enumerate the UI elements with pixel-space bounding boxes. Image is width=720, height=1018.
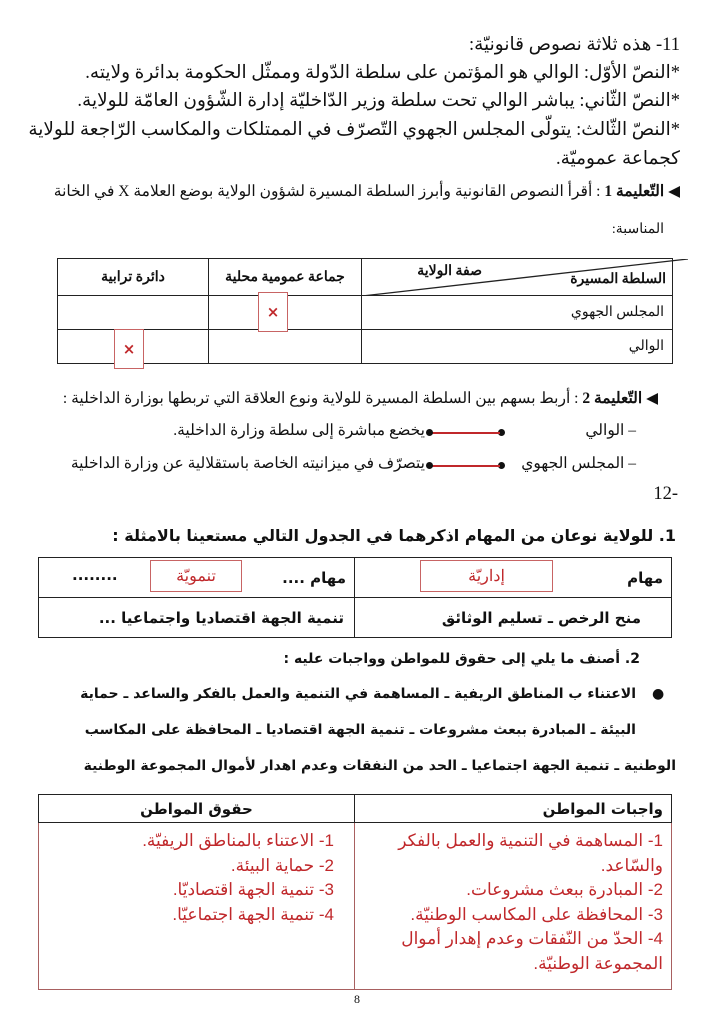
- right-item: 1- الاعتناء بالمناطق الريفيّة.: [142, 831, 334, 850]
- bullet-line-1: الاعتناء ب المناطق الريفية ـ المساهمة في التنمية والعمل بالفكر والساعد ـ حماية: [80, 686, 636, 702]
- bullet-icon: ●: [652, 686, 665, 702]
- row-label: المجلس الجهوي: [362, 296, 673, 330]
- q11-text-2: *النصّ الثّاني: يباشر الوالي تحت سلطة وزير الدّاخليّة إدارة الشّؤون العامّة للولاية.: [77, 91, 680, 111]
- duties-header: واجبات المواطن: [355, 795, 672, 823]
- rights-duties-table: [38, 794, 672, 990]
- link-left-1: – الوالي: [585, 422, 636, 439]
- col-header-local-authority: جماعة عمومية محلية: [209, 259, 362, 296]
- tasks-left-label: مهام ....: [282, 568, 346, 587]
- tasks-left-dots: ........: [72, 566, 118, 584]
- tasks-right-example: منح الرخص ـ تسليم الوثائق: [355, 598, 672, 638]
- bullet-line-3: الوطنية ـ تنمية الجهة اجتماعيا ـ الحد من النفقات وعدم اهدار لأموال المجموعة الوطنية: [83, 758, 676, 774]
- duty-item: 1- المساهمة في التنمية والعمل بالفكر والسّاعد.: [398, 831, 663, 875]
- link-dot[interactable]: [426, 429, 433, 436]
- link-right-1: يخضع مباشرة إلى سلطة وزارة الداخلية.: [173, 422, 425, 439]
- corner-label-authority: السلطة المسيرة: [570, 272, 666, 287]
- instruction-1-label: التّعليمة 1: [604, 183, 665, 200]
- link-arrow: [430, 465, 500, 467]
- right-item: 3- تنمية الجهة اقتصاديّا.: [172, 880, 334, 899]
- instruction-2: [63, 389, 658, 408]
- q11-text-1: *النصّ الأوّل: الوالي هو المؤتمن على سلطة الدّولة وممثّل الحكومة بدائرة ولايته.: [85, 63, 680, 83]
- link-left-2: – المجلس الجهوي: [521, 455, 636, 472]
- tasks-left-example: تنمية الجهة اقتصاديا واجتماعيا ...: [39, 598, 355, 638]
- instruction-1: [54, 182, 680, 201]
- instruction-2-label: التّعليمة 2: [582, 390, 643, 407]
- table-row: [58, 296, 673, 330]
- instruction-1-cont: المناسبة:: [611, 222, 664, 237]
- x-mark: ×: [114, 329, 144, 369]
- q12-part1: 1. للولاية نوعان من المهام اذكرهما في الجدول التالي مستعينا بالامثلة :: [112, 526, 676, 545]
- link-dot[interactable]: [426, 462, 433, 469]
- authority-table: [57, 258, 673, 364]
- duty-item: 2- المبادرة ببعث مشروعات.: [466, 880, 663, 899]
- link-arrow: [430, 432, 500, 434]
- instruction-2-text: : أربط بسهم بين السلطة المسيرة للولاية ونوع العلاقة التي تربطها بوزارة الداخلية :: [62, 390, 579, 407]
- q12-part2: 2. أصنف ما يلي إلى حقوق للمواطن وواجبات عليه :: [283, 651, 640, 667]
- right-item: 2- حماية البيئة.: [230, 855, 334, 875]
- triangle-pointer-icon: ◀: [642, 390, 658, 407]
- answer-box-developmental: تنمويّة: [150, 560, 242, 592]
- row-label: الوالي: [362, 330, 673, 364]
- answer-box-administrative: إداريّة: [420, 560, 553, 592]
- q11-text-4: كجماعة عموميّة.: [556, 149, 680, 169]
- answer-cell[interactable]: [209, 330, 362, 364]
- corner-cell: [362, 259, 673, 296]
- corner-label-status: صفة الولاية: [417, 264, 482, 279]
- duty-item: 4- الحدّ من النّفقات وعدم إهدار أموال المجموعة الوطنيّة.: [401, 929, 663, 973]
- table-row: [58, 330, 673, 364]
- triangle-pointer-icon: ◀: [664, 183, 680, 200]
- rights-header: حقوق المواطن: [39, 795, 355, 823]
- answer-cell[interactable]: [58, 296, 209, 330]
- link-right-2: يتصرّف في ميزانيته الخاصة باستقلالية عن وزارة الداخلية: [70, 455, 425, 472]
- instruction-1-text: : أقرأ النصوص القانونية وأبرز السلطة المسيرة لشؤون الولاية بوضع العلامة X في الخانة: [53, 183, 601, 200]
- bullet-line-2: البيئة ـ المبادرة ببعث مشروعات ـ تنمية الجهة اقتصاديا ـ المحافظة على المكاسب: [84, 722, 636, 738]
- rights-cell: [39, 823, 355, 990]
- duties-cell: [355, 823, 672, 990]
- q11-title: 11- هذه ثلاثة نصوص قانونيّة:: [469, 35, 680, 55]
- duty-item: 3- المحافظة على المكاسب الوطنيّة.: [410, 904, 663, 924]
- x-mark: ×: [258, 292, 288, 332]
- col-header-territorial: دائرة ترابية: [58, 259, 209, 296]
- tasks-table: [38, 557, 672, 638]
- q11-text-3: *النصّ الثّالث: يتولّى المجلس الجهوي التّصرّف في الممتلكات والمكاسب الرّاجعة للولاية: [28, 120, 680, 140]
- tasks-right-label: مهام: [627, 568, 663, 587]
- q12-title: -12: [653, 484, 678, 504]
- right-item: 4- تنمية الجهة اجتماعيّا.: [172, 904, 334, 924]
- page-number: 8: [354, 992, 360, 1006]
